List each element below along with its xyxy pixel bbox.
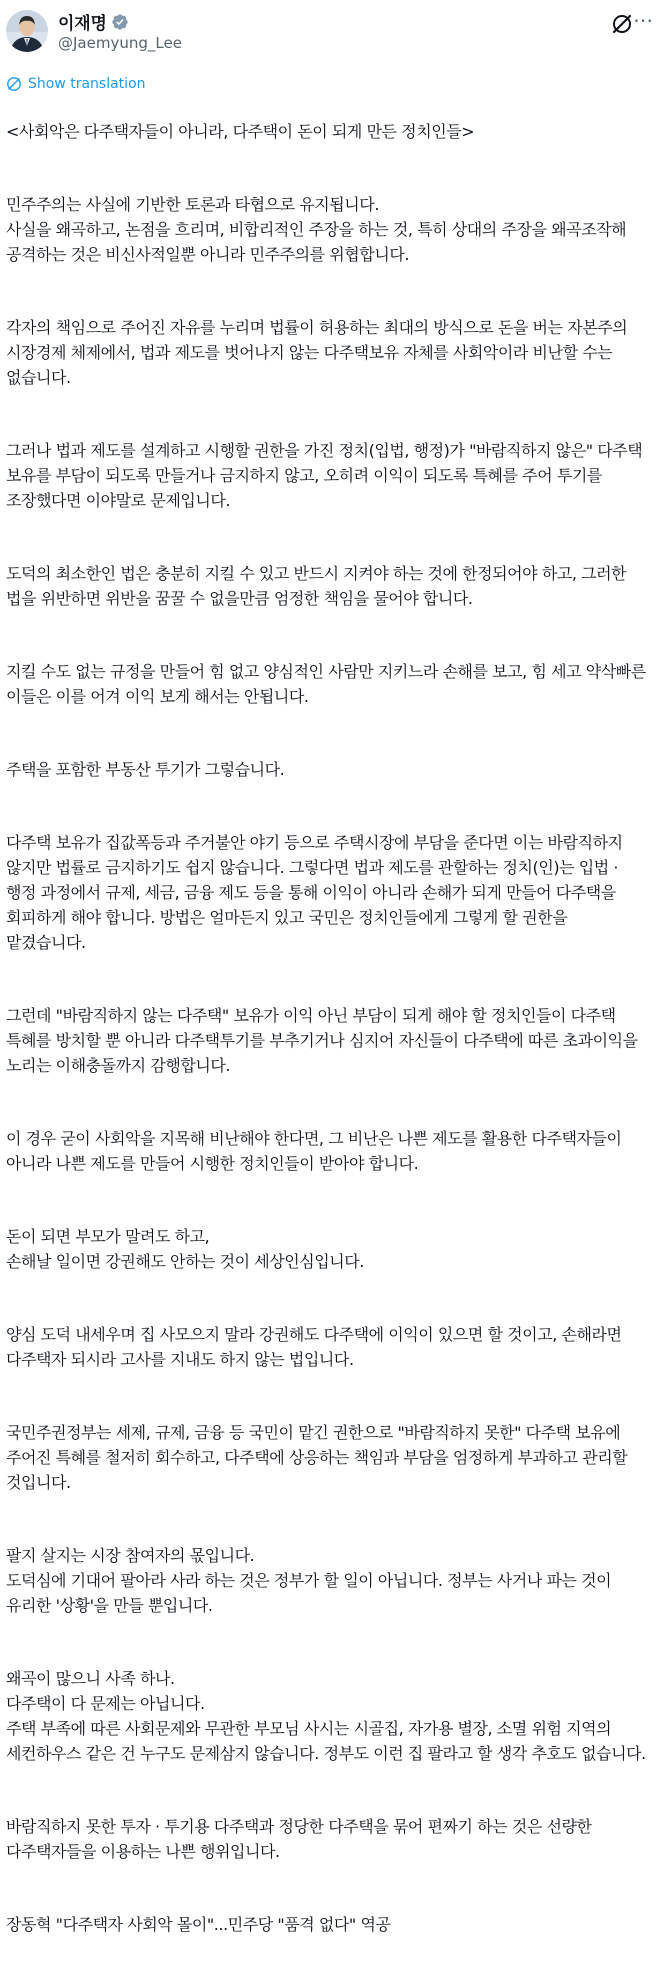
- post-paragraph: 각자의 책임으로 주어진 자유를 누리며 법률이 허용하는 최대의 방식으로 돈을 버는 자본주의 시장경제 체제에서, 법과 제도를 벗어나지 않는 다주택보유 자체를 사회악이라 비난할 수는 없습니다.: [6, 318, 628, 387]
- translate-globe-icon: [6, 76, 22, 92]
- post-paragraph: 양심 도덕 내세우며 집 사모으지 말라 강권해도 다주택에 이익이 있으면 할 것이고, 손해라면 다주택자 되시라 고사를 지내도 하지 않는 법입니다.: [6, 1325, 622, 1369]
- post-paragraph: 주택을 포함한 부동산 투기가 그렇습니다.: [6, 760, 285, 779]
- handle[interactable]: @Jaemyung_Lee: [58, 34, 182, 52]
- show-translation-link[interactable]: [6, 76, 146, 92]
- avatar[interactable]: [6, 10, 48, 52]
- post-paragraph: 돈이 되면 부모가 말려도 하고, 손해날 일이면 강권해도 안하는 것이 세상인심입니다.: [6, 1227, 364, 1271]
- display-name[interactable]: 이재명: [58, 14, 107, 34]
- post-body: [6, 94, 646, 1962]
- avatar-image: [6, 10, 48, 52]
- post-paragraph: 장동혁 "다주택자 사회악 몰이"...민주당 "품격 없다" 역공: [6, 1915, 391, 1934]
- post-paragraph: 왜곡이 많으니 사족 하나. 다주택이 다 문제는 아닙니다. 주택 부족에 따른 사회문제와 무관한 부모님 사시는 시골집, 자가용 별장, 소멸 위험 지역의 세컨하우스 같은 건 누구도 문제삼지 않습니다. 정부도 이런 집 팔라고 할 생각 추호도 없습니다.: [6, 1669, 646, 1763]
- post-paragraph: 팔지 살지는 시장 참여자의 몫입니다. 도덕심에 기대어 팔아라 사라 하는 것은 정부가 할 일이 아닙니다. 정부는 사거나 파는 것이 유리한 '상황'을 만들 뿐입니다.: [6, 1546, 612, 1615]
- post-paragraph: 지킬 수도 없는 규정을 만들어 힘 없고 양심적인 사람만 지키느라 손해를 보고, 힘 세고 약삭빠른 이들은 이를 어겨 이익 보게 해서는 안됩니다.: [6, 662, 646, 706]
- post-paragraph: 이 경우 굳이 사회악을 지목해 비난해야 한다면, 그 비난은 나쁜 제도를 활용한 다주택자들이 아니라 나쁜 제도를 만들어 시행한 정치인들이 받아야 합니다.: [6, 1129, 622, 1173]
- post-paragraph: 바람직하지 못한 투자 · 투기용 다주택과 정당한 다주택을 묶어 편짜기 하는 것은 선량한 다주택자들을 이용하는 나쁜 행위입니다.: [6, 1817, 592, 1861]
- post-paragraph: 민주주의는 사실에 기반한 토론과 타협으로 유지됩니다. 사실을 왜곡하고, 논점을 흐리며, 비합리적인 주장을 하는 것, 특히 상대의 주장을 왜곡조작해 공격하는 것은 비신사적일뿐 아니라 민주주의를 위협합니다.: [6, 195, 627, 264]
- post-paragraph: <사회악은 다주택자들이 아니라, 다주택이 돈이 되게 만든 정치인들>: [6, 122, 475, 141]
- more-icon[interactable]: ⋯: [633, 8, 654, 32]
- verified-badge-icon: [111, 13, 129, 31]
- post-header: [0, 0, 658, 70]
- show-translation-label: Show translation: [28, 76, 146, 92]
- post-paragraph: 도덕의 최소한인 법은 충분히 지킬 수 있고 반드시 지켜야 하는 것에 한정되어야 하고, 그러한 법을 위반하면 위반을 꿈꿀 수 없을만큼 엄정한 책임을 물어야 합니다.: [6, 564, 627, 608]
- name-row: [58, 9, 129, 34]
- post-paragraph: 그런데 "바람직하지 않는 다주택" 보유가 이익 아닌 부담이 되게 해야 할 정치인들이 다주택 특혜를 방치할 뿐 아니라 다주택투기를 부추기거나 심지어 자신들이 다주택에 따른 초과이익을 노리는 이해충돌까지 감행합니다.: [6, 1006, 638, 1075]
- post-paragraph: 국민주권정부는 세제, 규제, 금융 등 국민이 맡긴 권한으로 "바람직하지 못한" 다주택 보유에 주어진 특혜를 철저히 회수하고, 다주택에 상응하는 책임과 부담을 엄정하게 부과하고 관리할 것입니다.: [6, 1423, 628, 1492]
- post-paragraph: 다주택 보유가 집값폭등과 주거불안 야기 등으로 주택시장에 부담을 준다면 이는 바람직하지 않지만 법률로 금지하기도 쉽지 않습니다. 그렇다면 법과 제도를 관할하는 정치(인)는 입법 · 행정 과정에서 규제, 세금, 금융 제도 등을 통해 이익이 아니라 손해가 되게 만들어 다주택을 회피하게 해야 합니다. 방법은 얼마든지 있고 국민은 정치인들에게 그렇게 할 권한을 맡겼습니다.: [6, 833, 623, 952]
- post-paragraph: 그러나 법과 제도를 설계하고 시행할 권한을 가진 정치(입법, 행정)가 "바람직하지 않은" 다주택 보유를 부담이 되도록 만들거나 금지하지 않고, 오히려 이익이 되도록 특혜를 주어 투기를 조장했다면 이야말로 문제입니다.: [6, 441, 643, 510]
- grok-icon[interactable]: [610, 12, 634, 36]
